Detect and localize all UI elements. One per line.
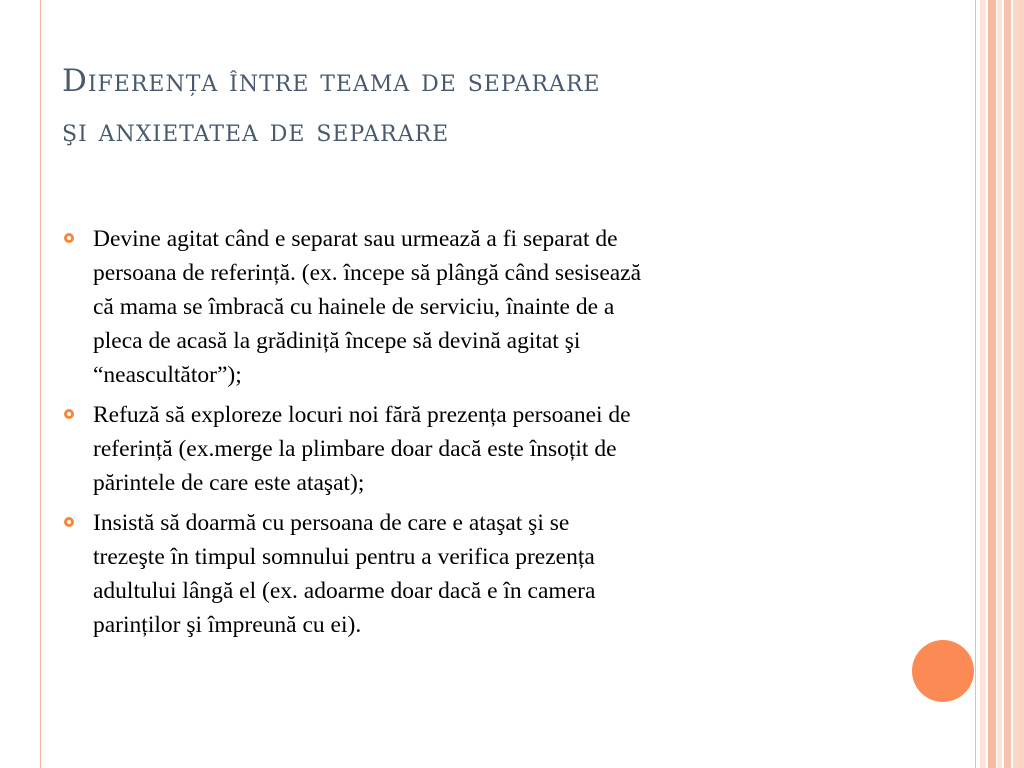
bullet-line: trezeşte în timpul somnului pentru a verifica prezența [93,544,595,570]
bullet-line: persoana de referință. (ex. începe să plângă când sesisează [93,260,642,286]
bullet-line: părintele de care este ataşat); [93,470,365,496]
bullet-item [62,506,882,642]
bullet-line: “neascultător”); [93,362,242,388]
bullet-item [62,398,882,500]
decorative-stripe [997,0,1002,768]
decorative-stripe [980,0,986,768]
bullet-circle-icon [64,233,74,243]
decorative-stripe [1004,0,1011,768]
bullet-list [62,222,882,648]
bullet-line: Insistă să doarmă cu persoana de care e ataşat şi se [93,510,570,536]
bullet-text [93,222,882,392]
bullet-line: referință (ex.merge la plimbare doar dacă este însoțit de [93,436,617,462]
bullet-line: pleca de acasă la grădiniță începe să devină agitat şi [93,328,581,354]
bullet-circle-icon [64,517,74,527]
bullet-item [62,222,882,392]
bullet-text [93,506,882,642]
decorative-circle [912,640,974,702]
bullet-line: adultului lângă el (ex. adoarme doar dacă e în camera [93,578,596,604]
bullet-line: Refuză să exploreze locuri noi fără prezența persoanei de [93,402,631,428]
bullet-line: Devine agitat când e separat sau urmează a fi separat de [93,226,618,252]
slide-title-line: şi anxietatea de separare [62,113,450,149]
slide-title-line: Diferența între teama de separare [62,63,601,99]
bullet-line: că mama se îmbracă cu hainele de serviciu, înainte de a [93,294,615,320]
bullet-text [93,398,882,500]
slide-title [62,56,942,156]
decorative-stripe [1013,0,1024,768]
bullet-line: parinților şi împreună cu ei). [93,612,362,638]
bullet-circle-icon [64,409,74,419]
decorative-stripe [988,0,996,768]
